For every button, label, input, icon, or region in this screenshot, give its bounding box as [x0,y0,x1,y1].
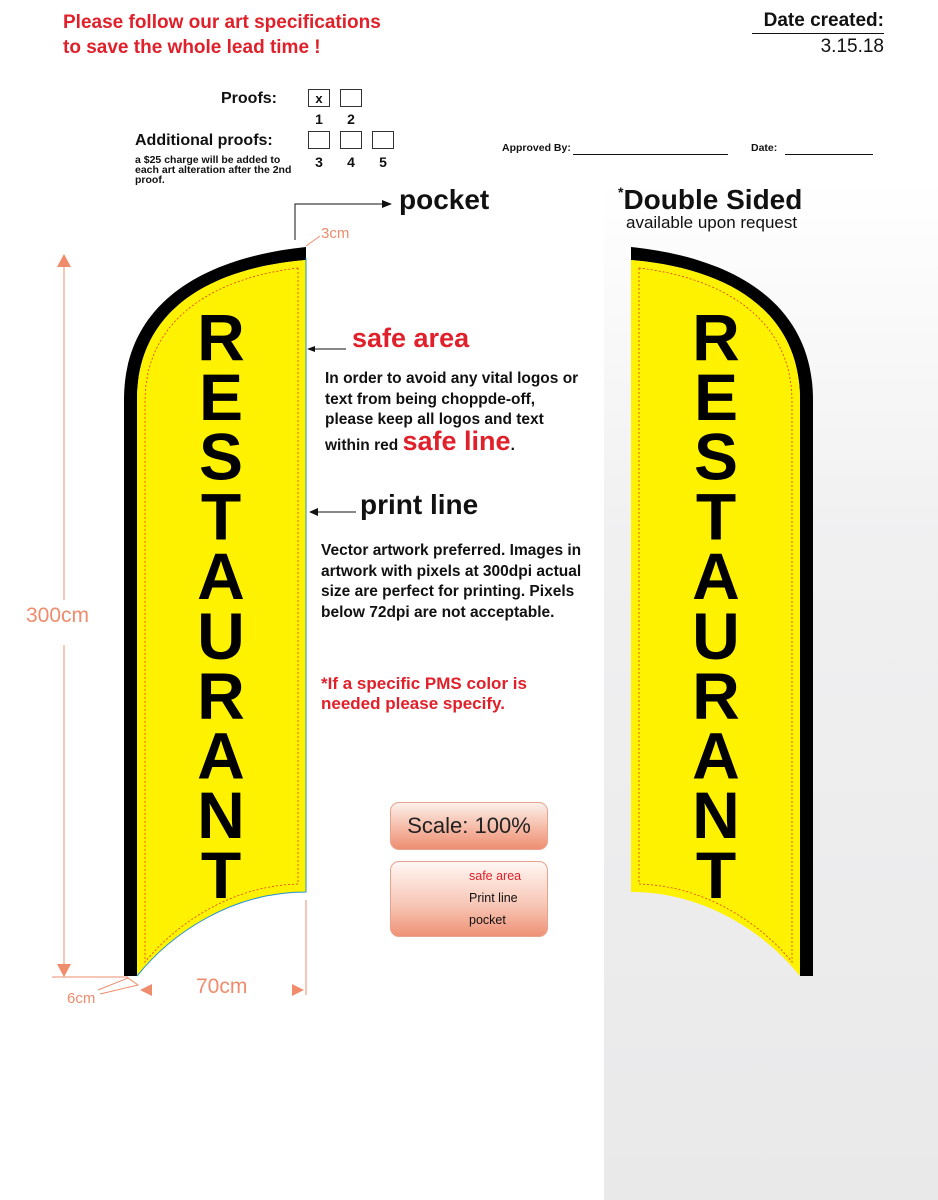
right-flag-text [692,300,740,912]
width-dim-arrow-left [140,984,152,996]
safe-area-text: In order to avoid any vital logos or text from being choppde-off, please keep all logos and text within red [325,370,579,454]
left-flag-text [197,300,245,912]
proofs-label: Proofs: [221,90,277,107]
left-flag-letter: R [197,658,245,733]
double-sided-block [618,184,848,233]
safe-area-description [325,369,587,456]
approval-date-label: Date: [751,142,778,154]
pocket-dim-label: 3cm [321,225,350,242]
right-flag-letter: R [692,300,740,374]
left-flag-letter: A [197,539,245,614]
scale-badge: Scale: 100% [390,802,548,850]
left-flag-letter: E [198,359,244,434]
width-dim-label: 70cm [196,975,248,998]
safe-area-title: safe area [352,323,470,353]
print-line-description: Vector artwork preferred. Images in artwork with pixels at 300dpi actual size are perfect for printing. Pixels below 72dpi are not acceptable. [321,542,582,621]
legend-print-label: Print line [469,891,518,905]
legend-pocket-label: pocket [469,913,506,927]
right-flag-letter: R [692,658,740,733]
legend-safe-label: safe area [469,869,522,883]
warning-line-2: to save the whole lead time ! [63,37,321,58]
pms-color-note: *If a specific PMS color is needed please specify. [321,674,527,713]
right-flag-letter: U [692,598,740,673]
proof-number-5: 5 [379,154,387,170]
safe-line-period: . [510,436,515,454]
warning-line-1: Please follow our art specifications [63,12,381,33]
right-flag-letter: A [692,718,740,793]
right-flag-letter: T [695,479,737,554]
pocket-label: pocket [399,184,490,215]
approved-by-label: Approved By: [502,142,571,154]
print-line-arrow-head [309,508,318,516]
proof-checkbox-1[interactable]: x [308,89,330,107]
right-flag-letter: E [693,359,739,434]
height-dim-label: 300cm [26,604,90,627]
right-flag-letter: S [693,419,739,494]
left-flag-letter: A [197,718,245,793]
pocket-dim-tick [306,236,320,246]
safe-area-arrow-head [307,346,315,352]
left-flag-letter: U [197,598,245,673]
right-flag-letter: N [692,778,740,853]
pocket-arrow-head [382,200,392,208]
safe-line-label: safe line [402,425,511,456]
height-dim-arrow-bottom [57,964,71,977]
proof-number-3: 3 [315,154,323,170]
date-created-value: 3.15.18 [820,36,884,57]
pocket-width-dim-marker [98,978,138,994]
right-flag-letter: T [695,838,737,912]
double-sided-asterisk: * [618,184,624,200]
print-line-title: print line [360,489,479,520]
right-flag-letter: A [692,539,740,614]
left-flag-letter: R [197,300,245,374]
left-flag-letter: S [198,419,244,494]
pocket-width-dim-label: 6cm [67,990,96,1007]
proof-charge-note: a $25 charge will be added to each art alteration after the 2nd proof. [135,154,292,186]
additional-proofs-label: Additional proofs: [135,132,273,149]
width-dim-arrow-right [292,984,304,996]
proof-number-4: 4 [347,154,355,170]
double-sided-subtitle: available upon request [626,213,798,232]
proof-number-1: 1 [315,111,323,127]
double-sided-title: Double Sided [623,184,803,215]
height-dim-arrow-top [57,254,71,267]
left-flag-letter: N [197,778,245,853]
date-created-label: Date created: [763,10,884,31]
proof-number-2: 2 [347,111,355,127]
left-flag-letter: T [200,838,242,912]
left-flag-letter: T [200,479,242,554]
